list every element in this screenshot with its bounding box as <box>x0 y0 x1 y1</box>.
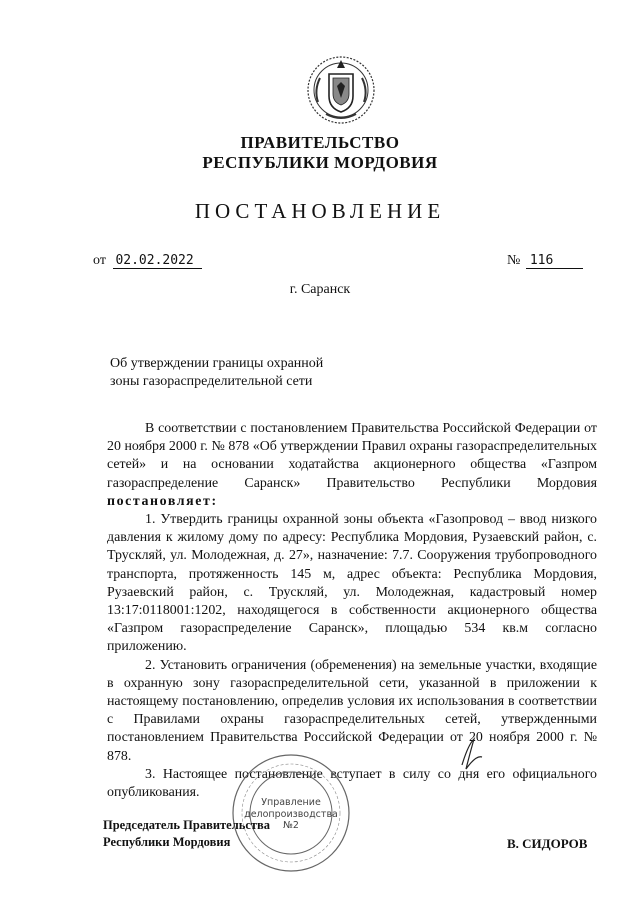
number-row <box>507 253 583 269</box>
signatory-title <box>103 817 270 851</box>
date-prefix: от <box>93 253 106 268</box>
stamp-line3: №2 <box>283 820 299 831</box>
signatory-title-line1: Председатель Правительства <box>103 818 271 832</box>
government-name-line1: ПРАВИТЕЛЬСТВО <box>240 133 400 152</box>
decree-word: постановляет: <box>107 493 218 509</box>
stamp-line2: делопроизводства <box>244 808 338 820</box>
document-subject <box>110 355 370 391</box>
handwritten-signature <box>440 735 500 775</box>
government-name-line2: РЕСПУБЛИКИ МОРДОВИЯ <box>202 153 438 172</box>
subject-line1: Об утверждении границы охранной <box>110 356 324 371</box>
document-number: 116 <box>526 253 583 269</box>
document-type-title: ПОСТАНОВЛЕНИЕ <box>194 199 446 223</box>
stamp-line1: Управление <box>261 797 321 808</box>
clause-1: 1. Утвердить границы охранной зоны объекта «Газопровод – ввод низкого давления к жилому дому по адресу: Республика Мордовия, Рузаевский район, с. Трускляй, ул. Молодежная, д. 27», назначение: 7.7. Сооружения трубопроводного транспорта, протяженность 145 м, адрес объекта: Республика Мордовия, Рузаевский район, с. Трускляй, ул. Молодежная, кадастровый номер 13:17:0118001:1202, находящегося в собственности акционерного общества «Газпром газораспределение Саранск», площадью 534 кв.м согласно приложению. <box>107 512 597 655</box>
number-prefix: № <box>507 253 521 268</box>
intro-paragraph <box>107 420 597 511</box>
date-row <box>93 253 202 269</box>
clause-2: 2. Установить ограничения (обременения) на земельные участки, входящие в охранную зону газораспределительной сети, указанной в приложении к настоящему постановлению, определив условия их использования в соответствии с Правилами охраны газораспределительных сетей, утвержденными постановлением Правительства Российской Федерации от 20 ноября 2000 г. № 878. <box>107 657 597 764</box>
signatory-name: В. СИДОРОВ <box>507 836 588 851</box>
signatory-title-line2: Республики Мордовия <box>103 835 231 849</box>
document-date: 02.02.2022 <box>113 253 201 269</box>
intro-text: В соответствии с постановлением Правительства Российской Федерации от 20 ноября 2000 г. № 878 «Об утверждении Правил охраны газораспределительных сетей» и на основании ходатайства акционерного общества «Газпром газораспределение Саранск» Правительство Республики Мордовия <box>107 421 597 491</box>
document-body <box>107 420 597 802</box>
city-line: г. Саранск <box>289 282 351 297</box>
coat-of-arms-emblem <box>304 52 378 126</box>
clause-3: 3. Настоящее постановление вступает в силу со дня его официального опубликования. <box>107 766 597 801</box>
subject-line2: зоны газораспределительной сети <box>110 374 313 389</box>
